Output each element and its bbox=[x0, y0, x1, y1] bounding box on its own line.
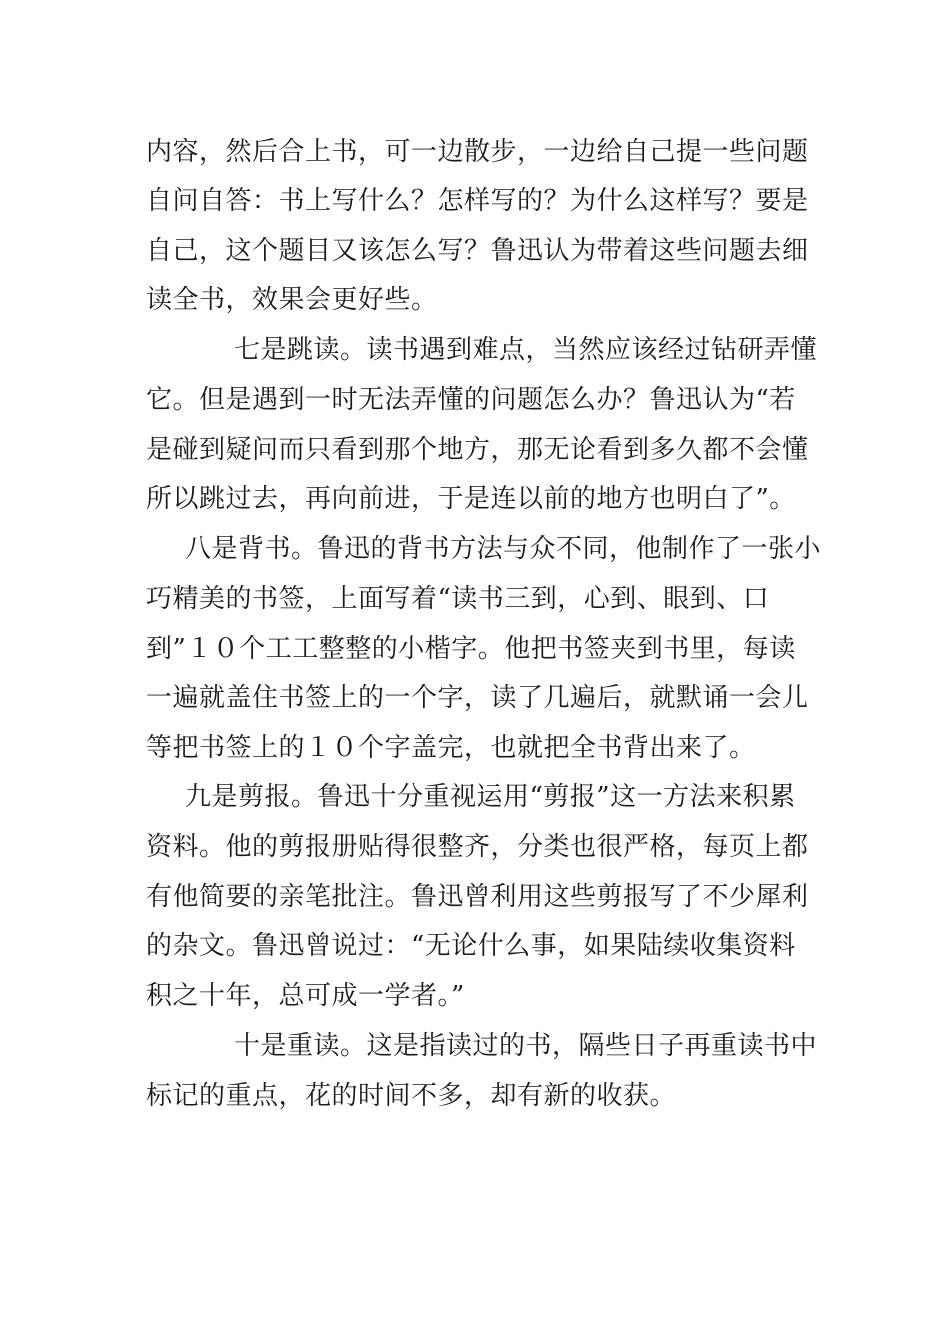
text-line: 七是跳读。读书遇到难点，当然应该经过钻研弄懂 bbox=[234, 335, 818, 365]
text-line: 自问自答：书上写什么？怎样写的？为什么这样写？要是 bbox=[146, 186, 809, 216]
text-line: 是碰到疑问而只看到那个地方，那无论看到多久都不会懂 bbox=[146, 435, 809, 465]
text-line: 有他简要的亲笔批注。鲁迅曾利用这些剪报写了不少犀利 bbox=[146, 882, 809, 912]
text-line: 内容，然后合上书，可一边散步，一边给自己提一些问题 bbox=[146, 137, 809, 167]
text-line: 巧精美的书签，上面写着“读书三到，心到、眼到、口 bbox=[146, 584, 770, 614]
text-line: 的杂文。鲁迅曾说过：“无论什么事，如果陆续收集资料 bbox=[146, 931, 796, 961]
text-line: 八是背书。鲁迅的背书方法与众不同，他制作了一张小 bbox=[185, 534, 822, 564]
text-line: 积之十年，总可成一学者。” bbox=[146, 981, 465, 1011]
text-line: 它。但是遇到一时无法弄懂的问题怎么办？鲁迅认为“若 bbox=[146, 385, 796, 415]
text-line: 到”１０个工工整整的小楷字。他把书签夹到书里，每读 bbox=[146, 634, 796, 664]
text-line: 所以跳过去，再向前进，于是连以前的地方也明白了”。 bbox=[146, 484, 796, 514]
text-line: 一遍就盖住书签上的一个字，读了几遍后，就默诵一会儿 bbox=[146, 683, 809, 713]
text-line: 九是剪报。鲁迅十分重视运用“剪报”这一方法来积累 bbox=[185, 782, 796, 812]
text-line: 资料。他的剪报册贴得很整齐，分类也很严格，每页上都 bbox=[146, 832, 809, 862]
text-line: 自己，这个题目又该怎么写？鲁迅认为带着这些问题去细 bbox=[146, 236, 809, 266]
text-line: 等把书签上的１０个字盖完，也就把全书背出来了。 bbox=[146, 733, 756, 763]
text-line: 读全书，效果会更好些。 bbox=[146, 285, 438, 315]
text-line: 标记的重点，花的时间不多，却有新的收获。 bbox=[146, 1081, 677, 1111]
text-line: 十是重读。这是指读过的书，隔些日子再重读书中 bbox=[234, 1031, 818, 1061]
